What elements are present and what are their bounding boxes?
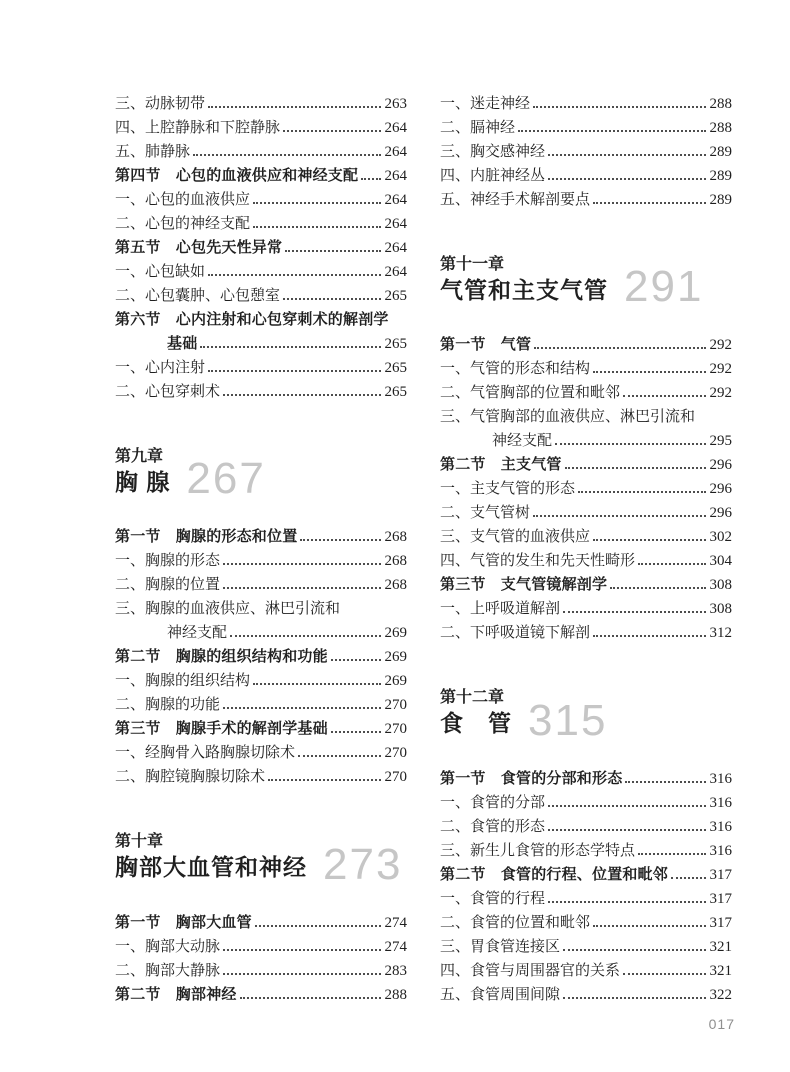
chapter-label: 第九章 bbox=[115, 448, 164, 465]
toc-entry-title: 第三节 支气管镜解剖学 bbox=[440, 577, 608, 594]
toc-entry bbox=[440, 501, 732, 525]
toc-entry-line bbox=[440, 887, 732, 911]
toc-entry-page: 270 bbox=[384, 769, 407, 786]
toc-entry-title: 第一节 胸腺的形态和位置 bbox=[115, 529, 298, 546]
toc-entry-page: 268 bbox=[384, 553, 407, 570]
leader-dots bbox=[268, 779, 380, 781]
toc-entry-page: 264 bbox=[384, 216, 407, 232]
toc-entry bbox=[115, 164, 407, 188]
leader-dots bbox=[208, 370, 380, 372]
toc-entry-page: 308 bbox=[709, 601, 732, 618]
toc-entry-title: 一、迷走神经 bbox=[440, 96, 531, 112]
leader-dots bbox=[331, 659, 381, 661]
chapter-start-page: 315 bbox=[528, 695, 608, 745]
chapter-heading bbox=[115, 446, 407, 504]
toc-entry-title: 三、胸腺的血液供应、淋巴引流和 bbox=[115, 601, 341, 618]
toc-entry bbox=[115, 140, 407, 164]
toc-entry-title: 第一节 气管 bbox=[440, 337, 532, 354]
toc-entry-title: 第五节 心包先天性异常 bbox=[115, 240, 283, 256]
leader-dots bbox=[253, 202, 380, 204]
toc-entry-title: 一、经胸骨入路胸腺切除术 bbox=[115, 745, 296, 762]
toc-entry-line bbox=[440, 839, 732, 863]
toc-entry-page: 264 bbox=[384, 168, 407, 184]
toc-entry-line bbox=[115, 116, 407, 140]
toc-entry-line bbox=[440, 597, 732, 621]
toc-entry-line bbox=[115, 717, 407, 741]
leader-dots bbox=[361, 178, 380, 180]
toc-entry-title: 一、食管的行程 bbox=[440, 890, 546, 907]
toc-entry-line bbox=[440, 911, 732, 935]
toc-entry-page: 264 bbox=[384, 120, 407, 136]
toc-entry bbox=[440, 959, 732, 983]
toc-entry bbox=[115, 212, 407, 236]
toc-entry bbox=[440, 791, 732, 815]
leader-dots bbox=[223, 973, 380, 975]
toc-entry-title: 四、上腔静脉和下腔静脉 bbox=[115, 120, 281, 136]
toc-entry-line bbox=[115, 959, 407, 983]
toc-entry-line bbox=[115, 645, 407, 669]
toc-entry-line bbox=[440, 477, 732, 501]
toc-entry bbox=[115, 645, 407, 669]
toc-entry-title: 二、食管的形态 bbox=[440, 818, 546, 835]
toc-entry-page: 317 bbox=[709, 890, 732, 907]
toc-entry-line bbox=[115, 549, 407, 573]
toc-entry-title: 第二节 主支气管 bbox=[440, 457, 562, 474]
toc-entry bbox=[440, 333, 732, 357]
leader-dots bbox=[193, 154, 380, 156]
toc-entry-line bbox=[115, 911, 407, 935]
toc-entry-line bbox=[115, 935, 407, 959]
toc-entry-line bbox=[440, 381, 732, 405]
toc-entry bbox=[115, 356, 407, 380]
leader-dots bbox=[563, 949, 705, 951]
leader-dots bbox=[240, 997, 381, 999]
toc-entry-title: 一、上呼吸道解剖 bbox=[440, 601, 561, 618]
toc-entry-page: 268 bbox=[384, 577, 407, 594]
toc-entry-line bbox=[440, 621, 732, 645]
toc-entry-page: 317 bbox=[709, 914, 732, 931]
toc-entry bbox=[440, 188, 732, 212]
leader-dots bbox=[208, 274, 380, 276]
leader-dots bbox=[593, 371, 705, 373]
toc-entry-title: 基础 bbox=[167, 336, 198, 352]
toc-entry-line bbox=[440, 815, 732, 839]
toc-entry-line bbox=[115, 669, 407, 693]
toc-entry-title: 一、主支气管的形态 bbox=[440, 481, 576, 498]
toc-entry-page: 289 bbox=[709, 144, 732, 160]
toc-entry-page: 316 bbox=[709, 770, 732, 787]
toc-entry-title: 一、胸腺的形态 bbox=[115, 553, 221, 570]
leader-dots bbox=[555, 443, 705, 445]
chapter-title: 胸 腺 bbox=[115, 468, 171, 495]
toc-entry bbox=[115, 717, 407, 741]
toc-entry-page: 292 bbox=[709, 385, 732, 402]
toc-entry-line bbox=[440, 429, 732, 453]
chapter-start-page: 273 bbox=[323, 839, 403, 889]
toc-entry-page: 264 bbox=[384, 240, 407, 256]
chapter-label: 第十二章 bbox=[440, 689, 505, 707]
toc-entry-line bbox=[115, 212, 407, 236]
toc-entry-page: 288 bbox=[384, 986, 407, 1003]
toc-entry-title: 第六节 心内注射和心包穿刺术的解剖学 bbox=[115, 312, 389, 328]
toc-entry-title: 第四节 心包的血液供应和神经支配 bbox=[115, 168, 359, 184]
leader-dots bbox=[563, 997, 705, 999]
toc-entry-page: 308 bbox=[709, 577, 732, 594]
leader-dots bbox=[223, 394, 380, 396]
toc-entry-title: 五、食管周围间隙 bbox=[440, 986, 561, 1003]
leader-dots bbox=[253, 683, 380, 685]
leader-dots bbox=[255, 925, 381, 927]
leader-dots bbox=[623, 973, 705, 975]
leader-dots bbox=[298, 755, 380, 757]
toc-entry-page: 283 bbox=[384, 962, 407, 979]
leader-dots bbox=[625, 781, 705, 783]
toc-entry-page: 296 bbox=[709, 505, 732, 522]
toc-column-left bbox=[115, 92, 407, 1007]
chapter-title: 食 管 bbox=[440, 710, 512, 737]
toc-entry-page: 265 bbox=[384, 336, 407, 352]
toc-columns bbox=[115, 92, 735, 1007]
chapter-heading-text bbox=[115, 446, 170, 497]
leader-dots bbox=[548, 829, 705, 831]
leader-dots bbox=[518, 130, 705, 132]
toc-entry-line bbox=[115, 741, 407, 765]
toc-entry-page: 265 bbox=[384, 288, 407, 304]
toc-entry-title: 三、支气管的血液供应 bbox=[440, 529, 591, 546]
toc-entry bbox=[115, 911, 407, 935]
toc-entry-title: 四、气管的发生和先天性畸形 bbox=[440, 553, 636, 570]
toc-entry-page: 295 bbox=[709, 433, 732, 450]
leader-dots bbox=[548, 805, 705, 807]
toc-entry-title: 五、肺静脉 bbox=[115, 144, 191, 160]
toc-entry-title: 三、新生儿食管的形态学特点 bbox=[440, 842, 636, 859]
toc-entry-line bbox=[440, 92, 732, 116]
chapter-title: 胸部大血管和神经 bbox=[115, 854, 307, 881]
toc-entry-page: 316 bbox=[709, 818, 732, 835]
toc-entry-page: 288 bbox=[709, 120, 732, 136]
toc-entry-line bbox=[115, 188, 407, 212]
toc-entry-page: 264 bbox=[384, 192, 407, 208]
toc-entry-page: 265 bbox=[384, 360, 407, 376]
toc-entry-title: 二、膈神经 bbox=[440, 120, 516, 136]
toc-entry-line bbox=[115, 356, 407, 380]
toc-entry-page: 269 bbox=[384, 673, 407, 690]
leader-dots bbox=[548, 901, 705, 903]
toc-entry-line bbox=[115, 693, 407, 717]
toc-entry-line bbox=[440, 935, 732, 959]
toc-entry-page: 292 bbox=[709, 337, 732, 354]
leader-dots bbox=[200, 346, 380, 348]
toc-entry-page: 270 bbox=[384, 745, 407, 762]
leader-dots bbox=[593, 635, 705, 637]
toc-entry-title: 神经支配 bbox=[492, 433, 553, 450]
toc-entry-page: 264 bbox=[384, 264, 407, 280]
toc-entry-page: 265 bbox=[384, 384, 407, 400]
toc-entry-line bbox=[440, 791, 732, 815]
toc-entry bbox=[440, 525, 732, 549]
toc-entry-line bbox=[115, 765, 407, 789]
toc-entry-title: 三、动脉韧带 bbox=[115, 96, 206, 112]
toc-entry-line bbox=[440, 863, 732, 887]
leader-dots bbox=[563, 611, 705, 613]
toc-entry bbox=[115, 525, 407, 549]
toc-entry bbox=[115, 92, 407, 116]
toc-entry bbox=[115, 260, 407, 284]
toc-entry-title: 二、食管的位置和毗邻 bbox=[440, 914, 591, 931]
toc-entry-line bbox=[440, 767, 732, 791]
chapter-heading-text bbox=[440, 254, 608, 305]
leader-dots bbox=[534, 347, 705, 349]
toc-entry-line bbox=[115, 332, 407, 356]
toc-entry-line bbox=[115, 573, 407, 597]
toc-entry bbox=[440, 573, 732, 597]
toc-entry-line bbox=[115, 525, 407, 549]
toc-entry bbox=[440, 477, 732, 501]
leader-dots bbox=[331, 731, 381, 733]
toc-entry-line bbox=[440, 357, 732, 381]
toc-entry-line bbox=[115, 236, 407, 260]
toc-entry bbox=[115, 188, 407, 212]
leader-dots bbox=[208, 106, 380, 108]
toc-column-right bbox=[440, 92, 732, 1007]
toc-entry-title: 四、食管与周围器官的关系 bbox=[440, 962, 621, 979]
leader-dots bbox=[223, 587, 380, 589]
toc-entry-title: 二、胸腔镜胸腺切除术 bbox=[115, 769, 266, 786]
toc-entry-page: 304 bbox=[709, 553, 732, 570]
toc-entry-title: 二、胸部大静脉 bbox=[115, 962, 221, 979]
toc-entry bbox=[440, 621, 732, 645]
toc-entry-page: 317 bbox=[709, 866, 732, 883]
toc-entry bbox=[115, 573, 407, 597]
chapter-heading bbox=[115, 831, 407, 889]
toc-entry-page: 322 bbox=[709, 986, 732, 1003]
toc-entry-line bbox=[440, 116, 732, 140]
toc-entry bbox=[115, 116, 407, 140]
toc-entry bbox=[440, 405, 732, 453]
toc-entry bbox=[115, 549, 407, 573]
leader-dots bbox=[671, 877, 705, 879]
toc-entry bbox=[115, 597, 407, 645]
toc-entry-line bbox=[115, 140, 407, 164]
chapter-label: 第十一章 bbox=[440, 256, 505, 273]
toc-entry bbox=[440, 453, 732, 477]
toc-entry-page: 270 bbox=[384, 721, 407, 738]
toc-entry-page: 268 bbox=[384, 529, 407, 546]
leader-dots bbox=[253, 226, 380, 228]
toc-entry-page: 274 bbox=[384, 914, 407, 931]
leader-dots bbox=[565, 467, 706, 469]
leader-dots bbox=[283, 298, 380, 300]
leader-dots bbox=[623, 395, 705, 397]
leader-dots bbox=[533, 515, 705, 517]
toc-entry bbox=[440, 381, 732, 405]
leader-dots bbox=[533, 106, 705, 108]
toc-entry-page: 321 bbox=[709, 962, 732, 979]
toc-entry-line bbox=[440, 188, 732, 212]
toc-entry-page: 296 bbox=[709, 457, 732, 474]
toc-entry-line bbox=[440, 333, 732, 357]
toc-entry bbox=[440, 164, 732, 188]
toc-entry bbox=[115, 308, 407, 356]
toc-entry-title: 四、内脏神经丛 bbox=[440, 168, 546, 184]
toc-entry-title: 神经支配 bbox=[167, 625, 228, 642]
toc-entry bbox=[440, 116, 732, 140]
toc-entry-line bbox=[115, 621, 407, 645]
toc-entry bbox=[440, 839, 732, 863]
toc-entry-title: 三、胃食管连接区 bbox=[440, 938, 561, 955]
toc-entry-line bbox=[115, 983, 407, 1007]
toc-entry-line bbox=[440, 959, 732, 983]
toc-entry bbox=[115, 284, 407, 308]
toc-entry-title: 二、心包穿刺术 bbox=[115, 384, 221, 400]
leader-dots bbox=[285, 250, 380, 252]
toc-entry-line bbox=[440, 501, 732, 525]
toc-entry-page: 312 bbox=[709, 625, 732, 642]
toc-entry bbox=[440, 357, 732, 381]
toc-entry bbox=[440, 935, 732, 959]
toc-entry-title: 三、气管胸部的血液供应、淋巴引流和 bbox=[440, 409, 696, 426]
toc-entry-line bbox=[440, 164, 732, 188]
toc-entry-title: 一、气管的形态和结构 bbox=[440, 361, 591, 378]
toc-entry-line bbox=[440, 549, 732, 573]
leader-dots bbox=[223, 949, 380, 951]
chapter-start-page: 267 bbox=[186, 454, 266, 504]
toc-entry-line bbox=[440, 405, 732, 429]
toc-entry-title: 二、下呼吸道镜下解剖 bbox=[440, 625, 591, 642]
toc-entry-title: 第三节 胸腺手术的解剖学基础 bbox=[115, 721, 328, 738]
toc-entry-page: 302 bbox=[709, 529, 732, 546]
leader-dots bbox=[610, 587, 705, 589]
toc-entry-title: 第一节 食管的分部和形态 bbox=[440, 770, 623, 787]
leader-dots bbox=[593, 539, 705, 541]
toc-entry-page: 316 bbox=[709, 842, 732, 859]
toc-entry bbox=[115, 741, 407, 765]
toc-entry-title: 第二节 食管的行程、位置和毗邻 bbox=[440, 866, 669, 883]
leader-dots bbox=[548, 154, 705, 156]
toc-entry bbox=[440, 911, 732, 935]
chapter-label: 第十章 bbox=[115, 833, 164, 851]
toc-entry bbox=[115, 765, 407, 789]
toc-entry-title: 一、胸部大动脉 bbox=[115, 938, 221, 955]
toc-entry bbox=[440, 549, 732, 573]
toc-entry-line bbox=[440, 983, 732, 1007]
toc-entry bbox=[440, 983, 732, 1007]
leader-dots bbox=[223, 707, 380, 709]
toc-entry-line bbox=[440, 140, 732, 164]
toc-entry bbox=[440, 887, 732, 911]
toc-entry bbox=[440, 140, 732, 164]
toc-entry-line bbox=[115, 284, 407, 308]
toc-entry-page: 316 bbox=[709, 794, 732, 811]
toc-entry-page: 288 bbox=[709, 96, 732, 112]
leader-dots bbox=[223, 563, 380, 565]
leader-dots bbox=[593, 202, 705, 204]
leader-dots bbox=[638, 563, 705, 565]
toc-entry-page: 274 bbox=[384, 938, 407, 955]
toc-entry-page: 263 bbox=[384, 96, 407, 112]
toc-entry bbox=[115, 669, 407, 693]
toc-entry-line bbox=[440, 573, 732, 597]
toc-entry bbox=[115, 935, 407, 959]
toc-entry-title: 二、胸腺的功能 bbox=[115, 697, 221, 714]
toc-entry-title: 一、心内注射 bbox=[115, 360, 206, 376]
toc-entry-line bbox=[115, 380, 407, 404]
toc-entry-title: 五、神经手术解剖要点 bbox=[440, 192, 591, 208]
chapter-heading bbox=[440, 687, 732, 745]
chapter-heading-text bbox=[115, 831, 307, 882]
toc-entry bbox=[440, 597, 732, 621]
leader-dots bbox=[230, 635, 380, 637]
chapter-start-page: 291 bbox=[624, 262, 704, 312]
chapter-heading bbox=[440, 254, 732, 312]
toc-entry bbox=[440, 92, 732, 116]
toc-entry bbox=[440, 767, 732, 791]
toc-entry-title: 第二节 胸部神经 bbox=[115, 986, 237, 1003]
toc-entry-title: 一、心包的血液供应 bbox=[115, 192, 251, 208]
leader-dots bbox=[548, 178, 705, 180]
toc-entry bbox=[115, 236, 407, 260]
leader-dots bbox=[300, 539, 380, 541]
toc-entry bbox=[440, 863, 732, 887]
leader-dots bbox=[283, 130, 380, 132]
leader-dots bbox=[578, 491, 705, 493]
leader-dots bbox=[593, 925, 705, 927]
toc-entry bbox=[115, 380, 407, 404]
toc-entry-page: 289 bbox=[709, 168, 732, 184]
toc-entry-page: 321 bbox=[709, 938, 732, 955]
toc-entry-title: 第一节 胸部大血管 bbox=[115, 914, 252, 931]
toc-entry-title: 一、心包缺如 bbox=[115, 264, 206, 280]
toc-entry-title: 二、气管胸部的位置和毗邻 bbox=[440, 385, 621, 402]
toc-entry-page: 289 bbox=[709, 192, 732, 208]
chapter-heading-text bbox=[440, 687, 512, 738]
toc-entry-line bbox=[440, 453, 732, 477]
leader-dots bbox=[638, 853, 705, 855]
folio-page-number: 017 bbox=[708, 1016, 735, 1032]
toc-entry-line bbox=[440, 525, 732, 549]
toc-entry bbox=[115, 959, 407, 983]
toc-entry-page: 292 bbox=[709, 361, 732, 378]
toc-entry-page: 269 bbox=[384, 625, 407, 642]
toc-entry-line bbox=[115, 164, 407, 188]
toc-entry bbox=[115, 983, 407, 1007]
toc-entry-title: 一、胸腺的组织结构 bbox=[115, 673, 251, 690]
toc-entry-title: 二、支气管树 bbox=[440, 505, 531, 522]
toc-entry-title: 二、心包囊肿、心包憩室 bbox=[115, 288, 281, 304]
toc-entry-page: 296 bbox=[709, 481, 732, 498]
toc-entry-title: 二、心包的神经支配 bbox=[115, 216, 251, 232]
toc-entry-title: 第二节 胸腺的组织结构和功能 bbox=[115, 649, 328, 666]
toc-entry-line bbox=[115, 308, 407, 332]
toc-entry-page: 264 bbox=[384, 144, 407, 160]
toc-entry-line bbox=[115, 260, 407, 284]
toc-entry bbox=[440, 815, 732, 839]
toc-entry-line bbox=[115, 92, 407, 116]
toc-entry-title: 二、胸腺的位置 bbox=[115, 577, 221, 594]
toc-entry-line bbox=[115, 597, 407, 621]
toc-entry-title: 一、食管的分部 bbox=[440, 794, 546, 811]
toc-entry-page: 269 bbox=[384, 649, 407, 666]
toc-entry bbox=[115, 693, 407, 717]
toc-entry-title: 三、胸交感神经 bbox=[440, 144, 546, 160]
toc-entry-page: 270 bbox=[384, 697, 407, 714]
chapter-title: 气管和主支气管 bbox=[440, 276, 608, 303]
